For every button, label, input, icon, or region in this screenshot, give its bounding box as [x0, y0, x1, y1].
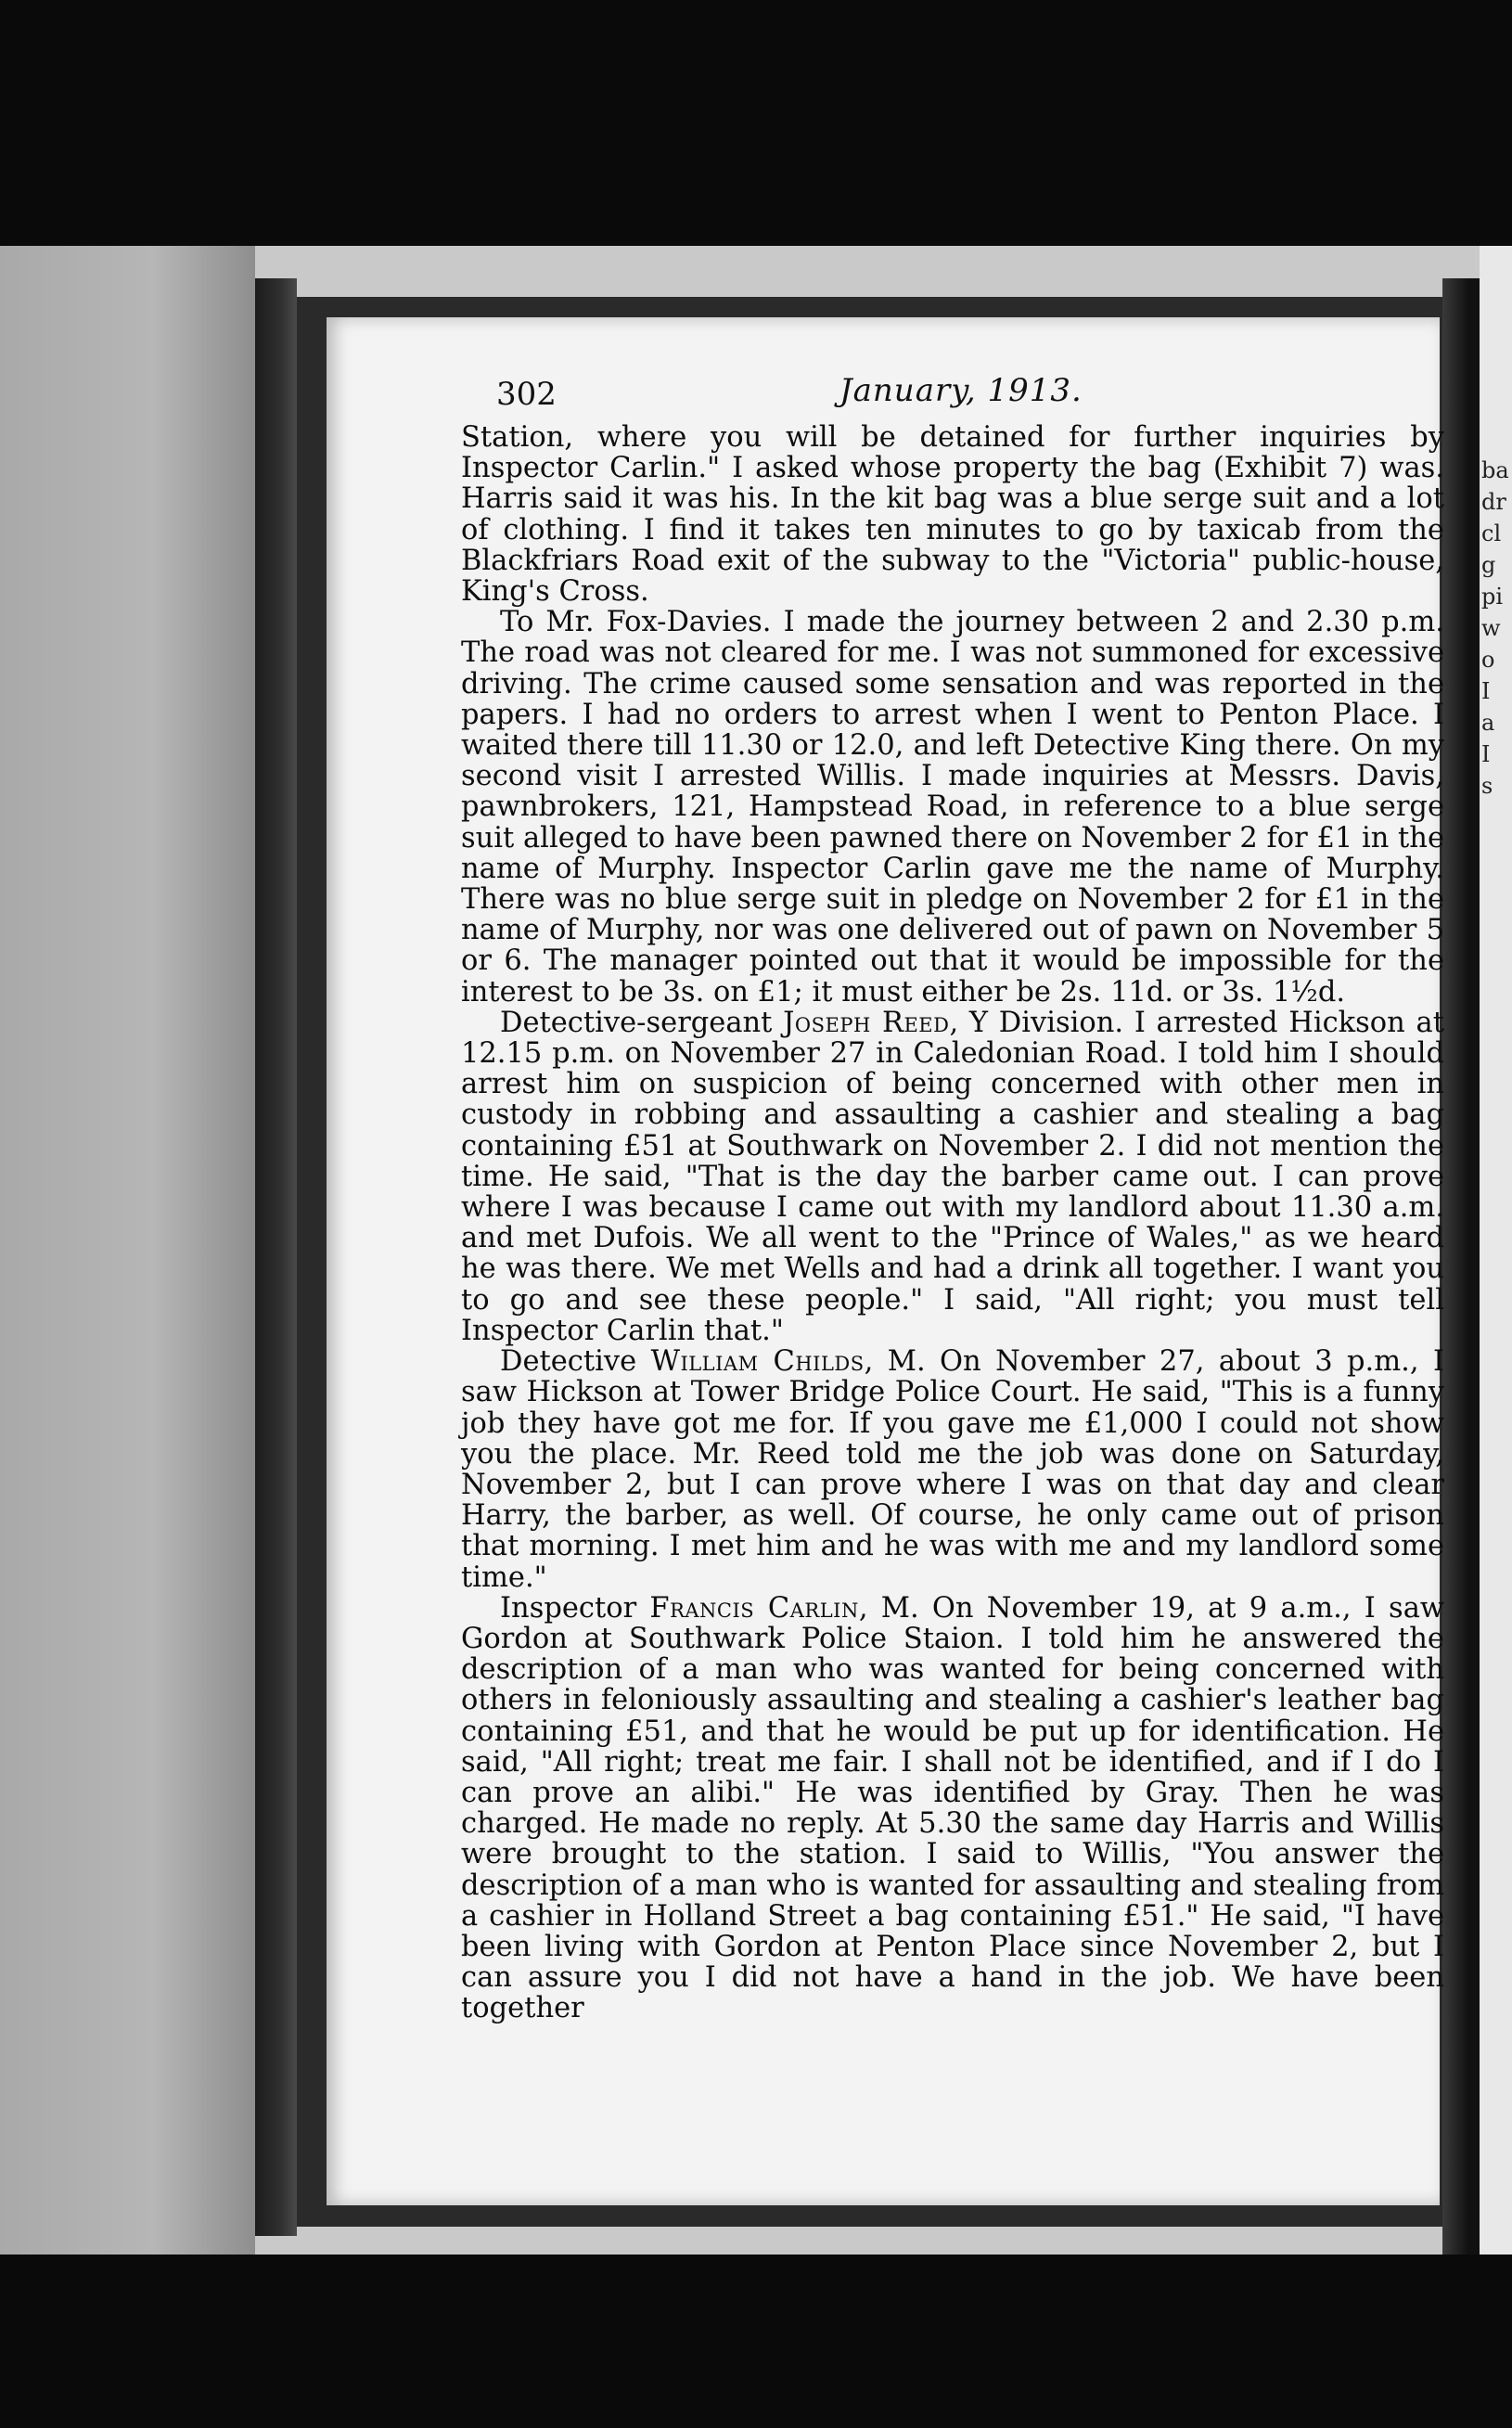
- facing-page-fragments: [1481, 455, 1512, 802]
- scan-bottom-border: [0, 2255, 1512, 2428]
- fragment: pi: [1481, 584, 1504, 610]
- fragment: g: [1481, 552, 1496, 578]
- fragment: dr: [1481, 489, 1506, 515]
- witness-title: Inspector: [500, 1591, 650, 1625]
- page-number: 302: [496, 376, 557, 413]
- page-body: [461, 422, 1444, 2024]
- witness-name: Joseph Reed: [783, 1006, 950, 1039]
- page-header: [496, 372, 1442, 422]
- paragraph-text: , M. On November 27, about 3 p.m., I saw Hickson at Tower Bridge Police Court. He said, "This is a funny job they have got me for. If you gave me £1,000 I could not show you the place. Mr. Reed told me the job was done on Saturday, November 2, but I can prove where I was on that day and clear Harry, the barber, as well. Of course, he only came out of prison that morning. I met him and he was with me and my landlord some time.": [461, 1345, 1444, 1594]
- paragraph: [461, 1346, 1444, 1593]
- fragment: I: [1481, 741, 1491, 767]
- fragment: w: [1481, 615, 1501, 641]
- scan-top-border: [0, 0, 1512, 246]
- witness-title: Detective: [500, 1345, 651, 1379]
- paragraph: [461, 607, 1444, 1008]
- paragraph: [461, 422, 1444, 607]
- paragraph: [461, 1593, 1444, 2024]
- paragraph-text: , M. On November 19, at 9 a.m., I saw Gordon at Southwark Police Staion. I told him he answered the description of a man who was wanted for being concerned with others in feloniously assaulting and stealing a cashier's leather bag containing £51, and that he would be put up for identification. He said, "All right; treat me fair. I shall not be identified, and if I do I can prove an alibi." He was identified by Gray. Then he was charged. He made no reply. At 5.30 the same day Harris and Willis were brought to the station. I said to Willis, "You answer the description of a man who is wanted for assaulting and stealing from a cashier in Holland Street a bag containing £51." He said, "I have been living with Gordon at Penton Place since November 2, but I can assure you I did not have a hand in the job. We have been together: [461, 1591, 1444, 2025]
- book-spine-shadow: [1442, 278, 1480, 2255]
- fragment: a: [1481, 710, 1495, 736]
- fragment: cl: [1481, 520, 1502, 546]
- paragraph-text: , Y Division. I arrested Hickson at 12.15 p.m. on November 27 in Caledonian Road. I told him I should arrest him on suspicion of being concerned with other men in custody in robbing and assaulting a cashier and stealing a bag containing £51 at Southwark on November 2. I did not mention the time. He said, "That is the day the barber came out. I can prove where I was because I came out with my landlord about 11.30 a.m. and met Dufois. We all went to the "Prince of Wales," as we heard he was there. We met Wells and had a drink all together. I want you to go and see these people." I said, "All right; you must tell Inspector Carlin that.": [461, 1006, 1444, 1347]
- witness-name: William Childs: [650, 1345, 865, 1379]
- witness-title: Detective-sergeant: [500, 1006, 784, 1039]
- scan-left-margin: [0, 246, 255, 2255]
- book-gutter-shadow: [255, 278, 297, 2236]
- running-head: January, 1913.: [839, 372, 1083, 409]
- witness-name: Francis Carlin: [649, 1591, 859, 1625]
- paragraph-text: Station, where you will be detained for further inquiries by Inspector Carlin." I asked whose property the bag (Exhibit 7) was. Harris said it was his. In the kit bag was a blue serge suit and a lot of clothing. I find it takes ten minutes to go by taxicab from the Blackfriars Road exit of the subway to the "Victoria" public-house, King's Cross.: [461, 421, 1444, 609]
- fragment: ba: [1481, 457, 1509, 483]
- paragraph-text: To Mr. Fox-Davies. I made the journey between 2 and 2.30 p.m. The road was not cleared for me. I was not summoned for excessive driving. The crime caused some sensation and was reported in the papers. I had no orders to arrest when I went to Penton Place. I waited there till 11.30 or 12.0, and left Detective King there. On my second visit I arrested Willis. I made inquiries at Messrs. Davis, pawnbrokers, 121, Hampstead Road, in reference to a blue serge suit alleged to have been pawned there on November 2 for £1 in the name of Murphy. Inspector Carlin gave me the name of Murphy. There was no blue serge suit in pledge on November 2 for £1 in the name of Murphy, nor was one delivered out of pawn on November 5 or 6. The manager pointed out that it would be impossible for the interest to be 3s. on £1; it must either be 2s. 11d. or 3s. 1½d.: [461, 606, 1444, 1008]
- paragraph: [461, 1008, 1444, 1346]
- fragment: o: [1481, 647, 1495, 673]
- fragment: s: [1481, 773, 1493, 799]
- fragment: I: [1481, 678, 1491, 704]
